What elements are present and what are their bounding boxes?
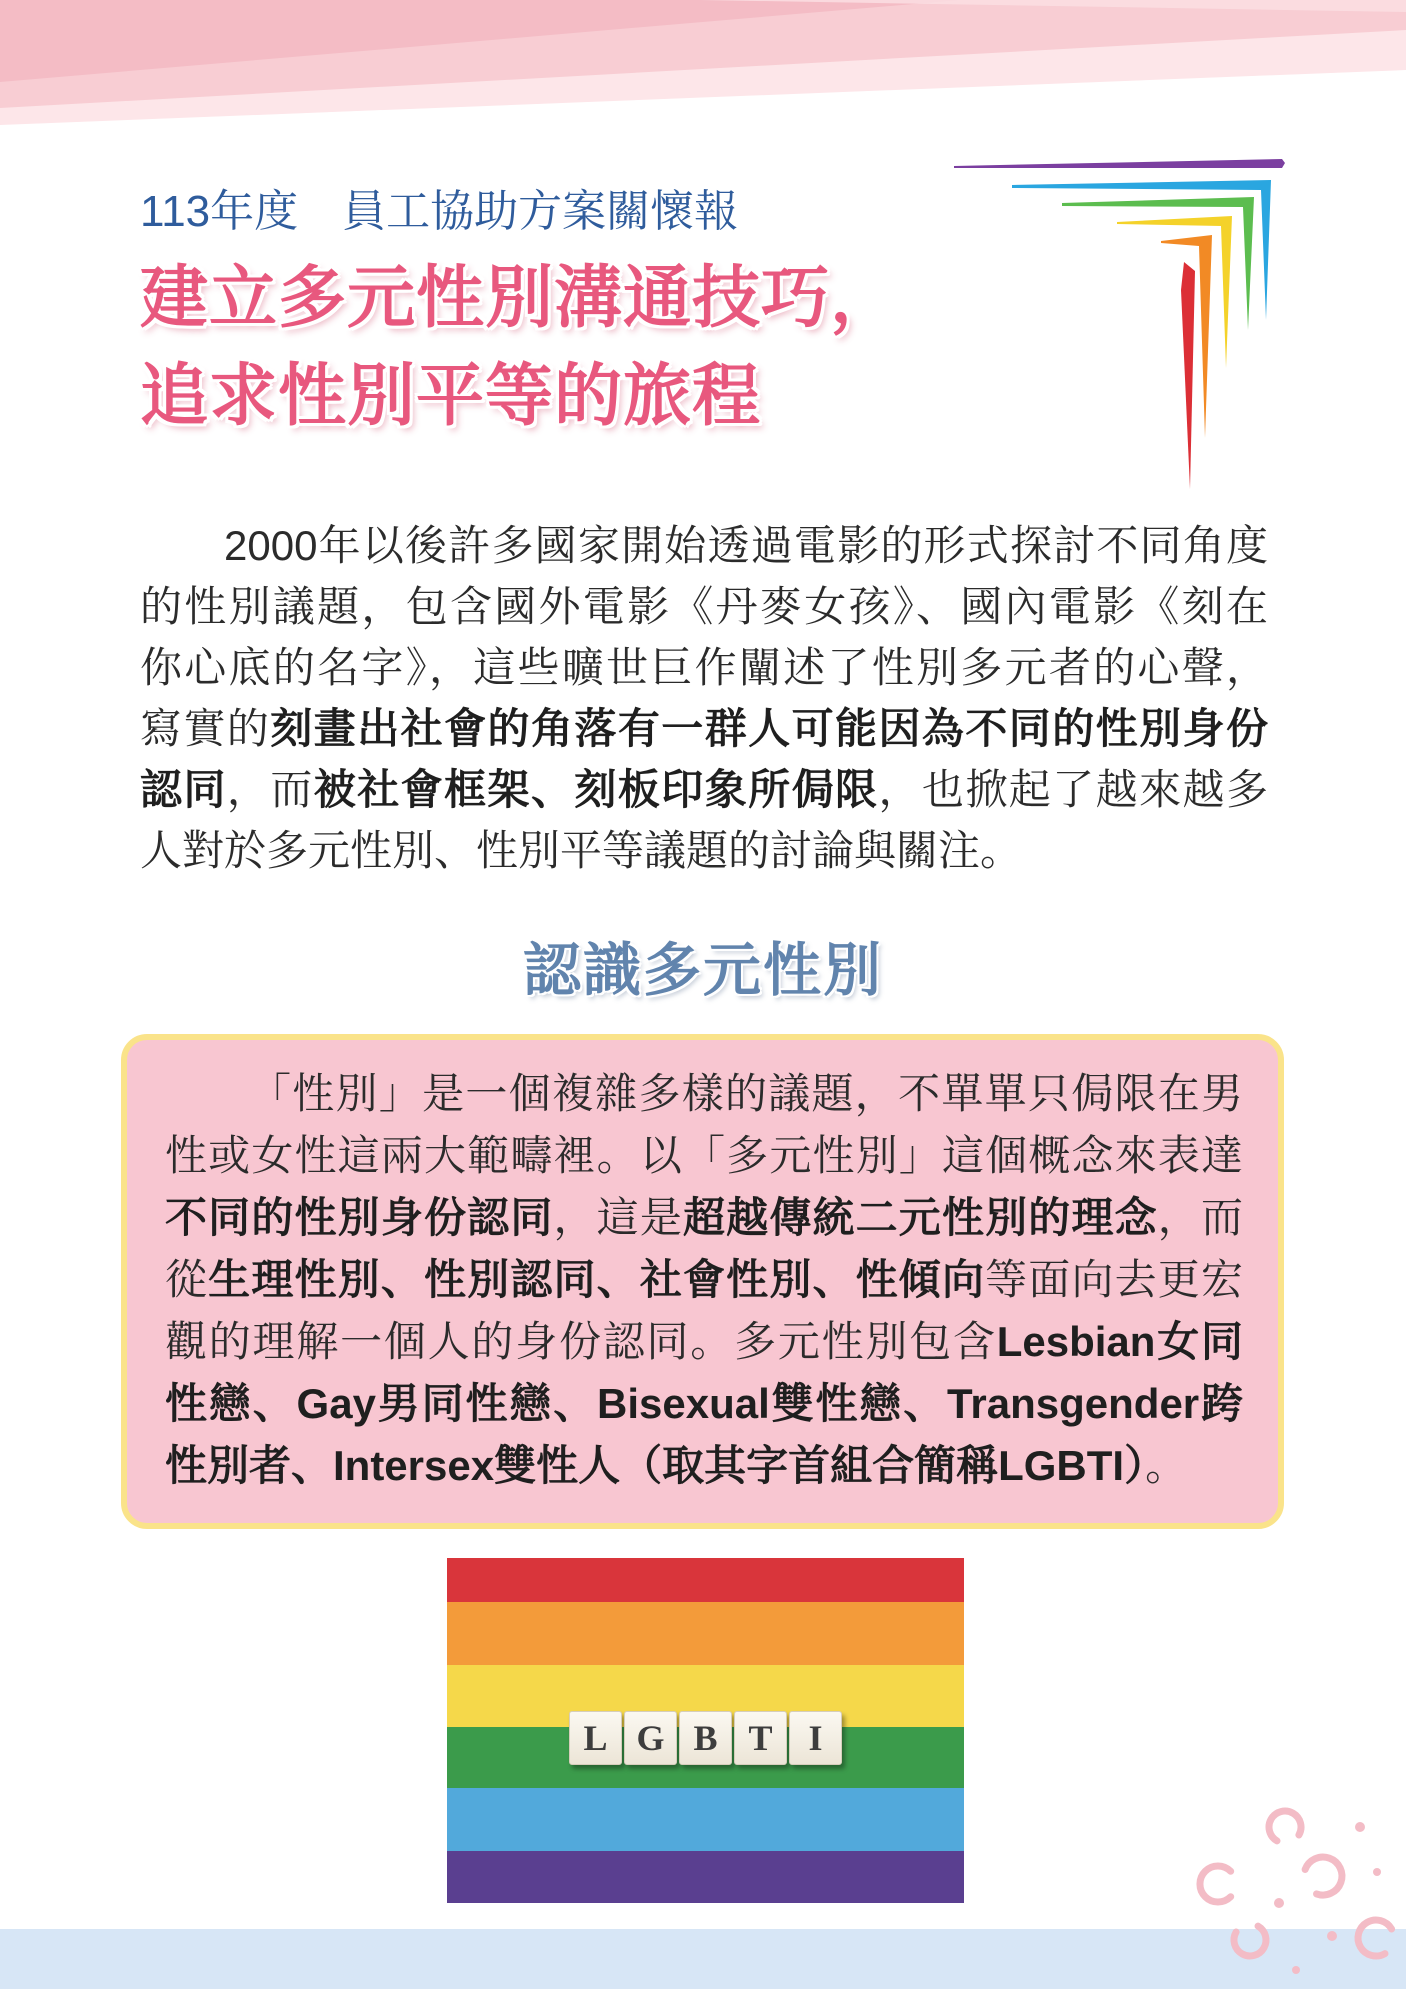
newsletter-name: 員工協助方案關懷報 xyxy=(342,187,739,236)
rainbow-stroke-purple xyxy=(954,159,1285,168)
issue-year: 113年度 xyxy=(140,187,299,236)
bold-text-segment: 超越傳統二元性別的理念 xyxy=(682,1194,1158,1241)
text-segment: 你心底的名字》，這些曠世巨作闡述了性別多元者的心聲， xyxy=(140,644,1268,691)
paragraph-line xyxy=(165,1311,1243,1373)
text-segment: 的性別議題，包含國外電影《丹麥女孩》、國內電影《刻在 xyxy=(140,583,1268,630)
paragraph-line xyxy=(140,820,1268,881)
ring-shape xyxy=(1234,1926,1266,1956)
letter-block: T xyxy=(734,1711,787,1765)
letter-blocks xyxy=(569,1711,842,1765)
dot-shape xyxy=(1292,1966,1300,1974)
bold-text-segment: 被社會框架、刻板印象所侷限 xyxy=(313,766,879,813)
paragraph-line xyxy=(140,698,1268,759)
paragraph-line xyxy=(165,1249,1243,1311)
letter-block: B xyxy=(679,1711,732,1765)
text-segment: 。 xyxy=(1145,1442,1188,1489)
rainbow-stripe-blue xyxy=(447,1788,964,1851)
bold-text-segment: 刻畫出社會的角落有一群人可能因為不同的性別身份 xyxy=(270,705,1268,752)
rainbow-corner-decoration xyxy=(940,150,1300,500)
ring-shape xyxy=(1200,1866,1231,1902)
paragraph-line xyxy=(140,637,1268,698)
dot-shape xyxy=(1327,1931,1337,1941)
text-segment: 2000年以後許多國家開始透過電影的形式探討不同角度 xyxy=(224,522,1268,569)
rainbow-stripe-purple xyxy=(447,1851,964,1903)
text-segment: 觀的理解一個人的身份認同。多元性別包含 xyxy=(165,1318,997,1365)
bold-text-segment: Lesbian女同 xyxy=(996,1318,1243,1365)
dot-shape xyxy=(1274,1898,1284,1908)
rainbow-stripe-orange xyxy=(447,1602,964,1665)
rainbow-stripe-red xyxy=(447,1558,964,1602)
text-segment: ，也掀起了越來越多 xyxy=(878,766,1268,813)
paragraph-line xyxy=(140,759,1268,820)
text-segment: ，而 xyxy=(226,766,314,813)
section-heading: 認識多元性別 xyxy=(522,938,883,1003)
paragraph-line xyxy=(165,1063,1243,1125)
paragraph-line xyxy=(165,1373,1243,1435)
bold-text-segment: 生理性別、性別認同、社會性別、性傾向 xyxy=(208,1256,986,1303)
text-segment: 寫實的 xyxy=(140,705,271,752)
bold-text-segment: 性別者、Intersex雙性人（取其字首組合簡稱LGBTI） xyxy=(165,1442,1146,1489)
info-box-text xyxy=(165,1063,1243,1497)
text-segment: 從 xyxy=(165,1256,209,1303)
letter-block: L xyxy=(569,1711,622,1765)
paragraph-line xyxy=(140,576,1268,637)
letter-block: G xyxy=(624,1711,677,1765)
info-box xyxy=(121,1034,1284,1529)
pink-circles-decoration xyxy=(1176,1790,1406,1989)
article-title xyxy=(140,249,899,445)
bold-text-segment: 認同 xyxy=(140,766,227,813)
paragraph-line xyxy=(165,1187,1243,1249)
dot-shape xyxy=(1355,1822,1365,1832)
paragraph-line xyxy=(165,1435,1243,1497)
lgbti-rainbow-photo xyxy=(447,1558,964,1903)
rainbow-stroke-red xyxy=(1181,262,1195,489)
top-pink-wave-decoration xyxy=(0,0,1406,130)
bold-text-segment: 不同的性別身份認同 xyxy=(165,1194,554,1241)
text-segment: 「性別」是一個複雜多樣的議題，不單單只侷限在男 xyxy=(249,1070,1243,1117)
text-segment: 人對於多元性別、性別平等議題的討論與關注。 xyxy=(140,827,1023,874)
newsletter-header xyxy=(140,186,738,238)
ring-shape xyxy=(1305,1857,1342,1895)
paragraph-line xyxy=(165,1125,1243,1187)
bold-text-segment: 性戀、Gay男同性戀、Bisexual雙性戀、Transgender跨 xyxy=(165,1380,1243,1427)
title-line: 追求性別平等的旅程 xyxy=(140,358,762,434)
text-segment: ，而 xyxy=(1157,1194,1243,1241)
text-segment: 性或女性這兩大範疇裡。以「多元性別」這個概念來表達 xyxy=(165,1132,1243,1179)
paragraph-line xyxy=(140,515,1268,576)
ring-shape xyxy=(1269,1811,1301,1841)
text-segment: ，這是 xyxy=(553,1194,683,1241)
ring-shape xyxy=(1358,1920,1392,1956)
intro-paragraph xyxy=(140,515,1268,881)
dot-shape xyxy=(1373,1868,1381,1876)
rainbow-stroke-yellow xyxy=(1117,216,1232,368)
text-segment: 等面向去更宏 xyxy=(985,1256,1243,1303)
letter-block: I xyxy=(789,1711,842,1765)
title-line: 建立多元性別溝通技巧， xyxy=(140,260,900,336)
